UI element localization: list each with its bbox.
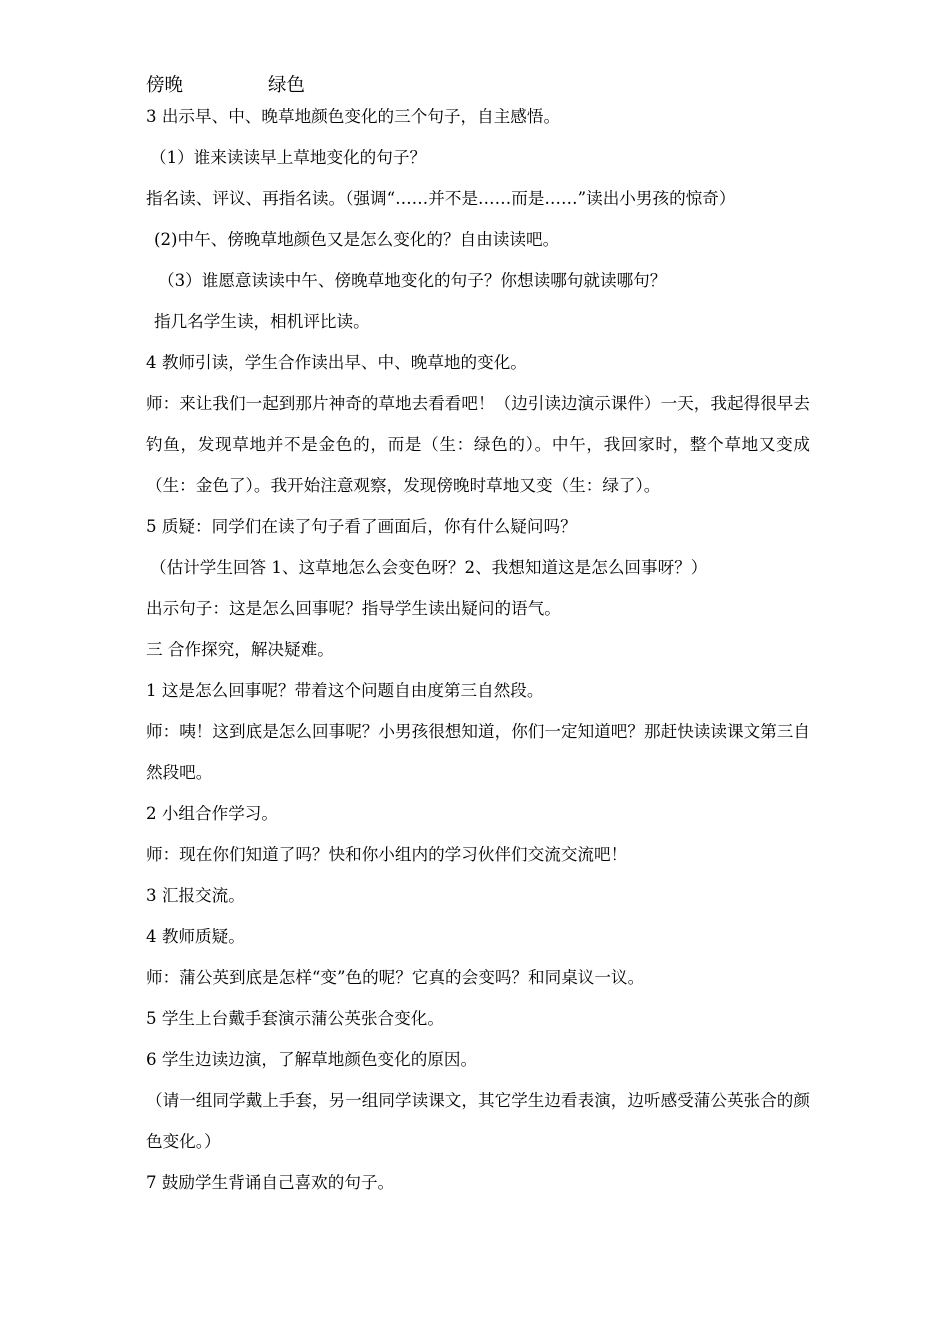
paragraph: 3 出示早、中、晚草地颜色变化的三个句子，自主感悟。 (146, 107, 561, 126)
paragraph: 指几名学生读，相机评比读。 (154, 312, 370, 331)
paragraph: 师：咦！这到底是怎么回事呢？小男孩很想知道，你们一定知道吧？那赶快读读课文第三自然段吧。 (146, 722, 810, 782)
paragraph: 5 质疑：同学们在读了句子看了画面后，你有什么疑问吗？ (146, 517, 577, 536)
header-word-green: 绿色 (268, 75, 306, 96)
paragraph: 师：现在你们知道了吗？快和你小组内的学习伙伴们交流交流吧！ (146, 845, 628, 864)
paragraph: （请一组同学戴上手套，另一组同学读课文，其它学生边看表演，边听感受蒲公英张合的颜色变化。） (146, 1091, 810, 1151)
document-body (146, 96, 810, 1203)
paragraph: 2 小组合作学习。 (146, 804, 278, 823)
paragraph: （3）谁愿意读读中午、傍晚草地变化的句子？你想读哪句就读哪句？ (158, 271, 667, 290)
paragraph: 3 汇报交流。 (146, 886, 245, 905)
paragraph: （估计学生回答 1、这草地怎么会变色呀？2、我想知道这是怎么回事呀？） (150, 558, 708, 577)
paragraph: 师：蒲公英到底是怎样“变”色的呢？它真的会变吗？和同桌议一议。 (146, 968, 645, 987)
paragraph: (2)中午、傍晚草地颜色又是怎么变化的？自由读读吧。 (154, 230, 560, 249)
paragraph: 1 这是怎么回事呢？带着这个问题自由度第三自然段。 (146, 681, 544, 700)
paragraph: 4 教师质疑。 (146, 927, 245, 946)
paragraph: 5 学生上台戴手套演示蒲公英张合变化。 (146, 1009, 444, 1028)
paragraph: 指名读、评议、再指名读。（强调“……并不是……而是……”读出小男孩的惊奇） (146, 189, 736, 208)
header-word-dusk: 傍晚 (146, 75, 184, 96)
paragraph: 6 学生边读边演，了解草地颜色变化的原因。 (146, 1050, 478, 1069)
paragraph: 7 鼓励学生背诵自己喜欢的句子。 (146, 1173, 395, 1192)
section-heading: 三 合作探究，解决疑难。 (146, 640, 334, 659)
header-words (146, 74, 306, 98)
paragraph: 出示句子：这是怎么回事呢？指导学生读出疑问的语气。 (146, 599, 561, 618)
paragraph: 师：来让我们一起到那片神奇的草地去看看吧！（边引读边演示课件）一天，我起得很早去钓鱼，发现草地并不是金色的，而是（生：绿色的）。中午，我回家时，整个草地又变成（生：金色了）。我开始注意观察，发现傍晚时草地又变（生：绿了）。 (146, 394, 810, 495)
paragraph: （1）谁来读读早上草地变化的句子？ (150, 148, 427, 167)
paragraph: 4 教师引读，学生合作读出早、中、晚草地的变化。 (146, 353, 527, 372)
